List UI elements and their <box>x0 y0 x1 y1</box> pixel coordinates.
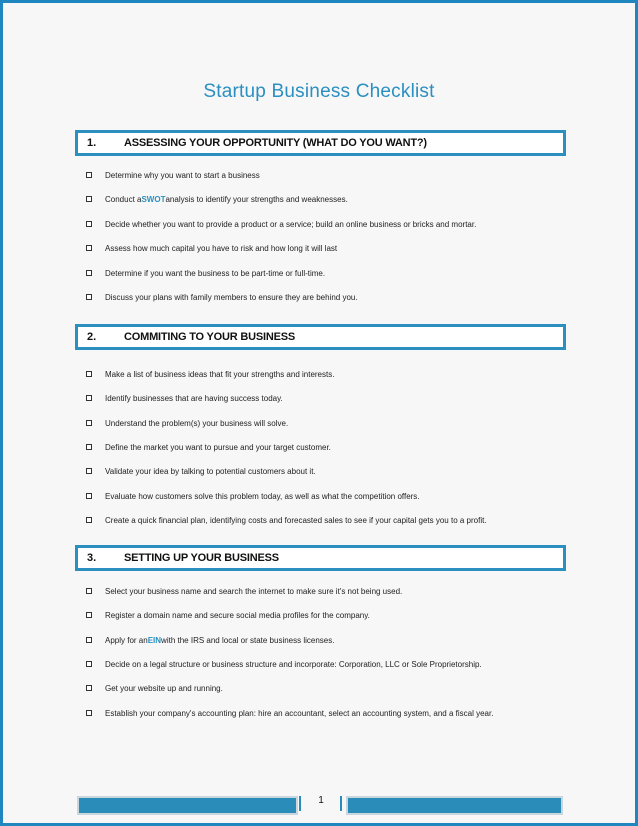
checkbox[interactable] <box>86 221 92 227</box>
checklist-item <box>86 465 316 477</box>
checkbox[interactable] <box>86 612 92 618</box>
section-number: 2. <box>87 331 97 343</box>
checklist-item <box>86 291 358 303</box>
checkbox[interactable] <box>86 172 92 178</box>
item-text: Define the market you want to pursue and your target customer. <box>105 442 331 452</box>
checklist-item <box>86 169 260 181</box>
item-text: Decide on a legal structure or business structure and incorporate: Corporation, LLC or Sole Proprietorship. <box>105 659 482 669</box>
checklist-item <box>86 267 325 279</box>
item-text: Understand the problem(s) your business will solve. <box>105 418 289 428</box>
checklist-item <box>86 682 223 694</box>
item-text: Decide whether you want to provide a product or a service; build an online business or bricks and mortar. <box>105 219 477 229</box>
section-title: ASSESSING YOUR OPPORTUNITY (WHAT DO YOU WANT?) <box>124 137 427 149</box>
item-text: Make a list of business ideas that fit your strengths and interests. <box>105 369 335 379</box>
footer-bar-right <box>346 796 563 815</box>
checkbox[interactable] <box>86 270 92 276</box>
item-text: Establish your company's accounting plan: hire an accountant, select an accounting system, and a fiscal year. <box>105 708 494 718</box>
item-text: Determine why you want to start a business <box>105 170 260 180</box>
page-title: Startup Business Checklist <box>203 81 435 102</box>
checklist-item <box>86 441 331 453</box>
checkbox[interactable] <box>86 517 92 523</box>
checklist-item <box>86 514 487 526</box>
item-text: Register a domain name and secure social media profiles for the company. <box>105 610 370 620</box>
checkbox[interactable] <box>86 371 92 377</box>
checklist-item <box>86 490 420 502</box>
checklist-item <box>86 417 288 429</box>
checkbox[interactable] <box>86 294 92 300</box>
item-text: Get your website up and running. <box>105 683 223 693</box>
checklist-item <box>86 392 283 404</box>
checklist-item <box>86 218 476 230</box>
item-text: Validate your idea by talking to potential customers about it. <box>105 466 316 476</box>
checklist-item <box>86 585 402 597</box>
section-header-3 <box>75 545 566 571</box>
checklist-item <box>86 658 482 670</box>
checkbox[interactable] <box>86 661 92 667</box>
item-text: Select your business name and search the internet to make sure it's not being used. <box>105 586 403 596</box>
checklist-item <box>86 609 370 621</box>
footer-bar-left <box>77 796 298 815</box>
checkbox[interactable] <box>86 685 92 691</box>
page-number: 1 <box>318 795 324 806</box>
checklist-item: Apply for an EIN with the IRS and local or state business licenses. <box>86 634 334 646</box>
item-text: Conduct a <box>105 194 142 204</box>
item-text: Evaluate how customers solve this problem today, as well as what the competition offers. <box>105 491 420 501</box>
footer-separator <box>299 796 301 811</box>
checklist-item <box>86 707 493 719</box>
checkbox[interactable] <box>86 637 92 643</box>
section-header-1 <box>75 130 566 156</box>
ein-highlight: EIN <box>147 635 162 645</box>
item-text: Create a quick financial plan, identifying costs and forecasted sales to see if your capital gets you to a profit. <box>105 515 487 525</box>
checkbox[interactable] <box>86 395 92 401</box>
checklist-item: Conduct a SWOT analysis to identify your strengths and weaknesses. <box>86 193 348 205</box>
section-number: 3. <box>87 552 97 564</box>
checkbox[interactable] <box>86 245 92 251</box>
swot-highlight: SWOT <box>141 194 166 204</box>
checkbox[interactable] <box>86 420 92 426</box>
checklist-item <box>86 242 337 254</box>
checkbox[interactable] <box>86 468 92 474</box>
checkbox[interactable] <box>86 493 92 499</box>
item-text: Discuss your plans with family members to ensure they are behind you. <box>105 292 358 302</box>
checkbox[interactable] <box>86 196 92 202</box>
footer-separator <box>340 796 342 811</box>
item-text: Assess how much capital you have to risk and how long it will last <box>105 243 338 253</box>
checkbox[interactable] <box>86 710 92 716</box>
item-text: Apply for an <box>105 635 148 645</box>
item-text: Identify businesses that are having success today. <box>105 393 283 403</box>
item-text: Determine if you want the business to be part-time or full-time. <box>105 268 326 278</box>
checkbox[interactable] <box>86 444 92 450</box>
checklist-item <box>86 368 334 380</box>
section-title: COMMITING TO YOUR BUSINESS <box>124 331 296 343</box>
checkbox[interactable] <box>86 588 92 594</box>
section-title: SETTING UP YOUR BUSINESS <box>124 552 279 564</box>
section-number: 1. <box>87 137 97 149</box>
section-header-2 <box>75 324 566 350</box>
